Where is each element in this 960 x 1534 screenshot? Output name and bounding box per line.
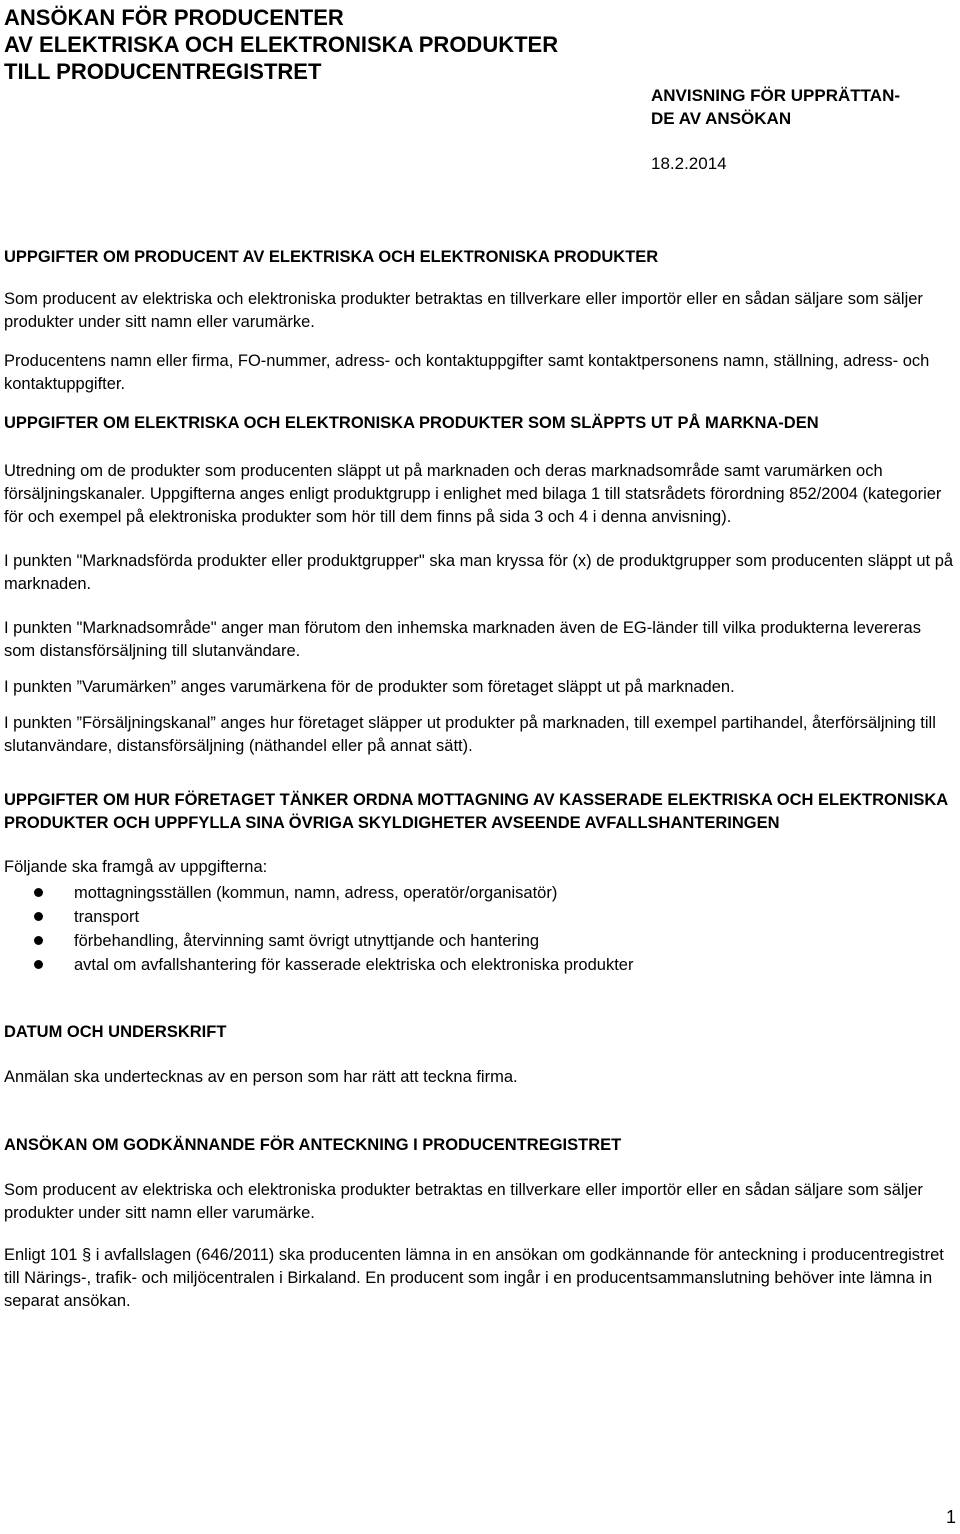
products-market-area: I punkten "Marknadsområde" anger man förutom den inhemska marknaden även de EG-länder till vilka produkterna levereras som distansförsäljning till slutanvändare. (4, 619, 921, 660)
products-marketed-groups: I punkten "Marknadsförda produkter eller produktgrupper" ska man kryssa för (x) de produktgrupper som producenten släppt ut på marknaden. (4, 552, 954, 593)
document-date: 18.2.2014 (651, 154, 727, 173)
application-legal-basis: Enligt 101 § i avfallslagen (646/2011) ska producenten lämna in en ansökan om godkännande för anteckning i producentregistret till Närings-, trafik- och miljöcentralen i Birkaland. En producent som ingår i en producentsammanslutning behöver inte lämna in separat ansökan. (4, 1246, 944, 1310)
document-title (4, 4, 558, 85)
section-heading-waste: UPPGIFTER OM HUR FÖRETAGET TÄNKER ORDNA MOTTAGNING AV KASSERADE ELEKTRISKA OCH ELEKTRONISKA PRODUKTER OCH UPPFYLLA SINA ÖVRIGA SKYLDIGHETER AVSEENDE AVFALLSHANTERINGEN (4, 791, 948, 832)
waste-bullet-list (4, 881, 956, 977)
list-item-text: transport (74, 908, 140, 926)
list-item-text: avtal om avfallshantering för kasserade elektriska och elektroniska produkter (74, 956, 634, 974)
section-heading-application: ANSÖKAN OM GODKÄNNANDE FÖR ANTECKNING I PRODUCENTREGISTRET (4, 1136, 622, 1154)
bullet-icon (34, 960, 43, 969)
producer-definition: Som producent av elektriska och elektroniska produkter betraktas en tillverkare eller importör eller en sådan säljare som säljer produkter under sitt namn eller varumärke. (4, 290, 923, 331)
list-item (4, 905, 956, 929)
signature-requirement: Anmälan ska undertecknas av en person som har rätt att teckna firma. (4, 1068, 518, 1086)
page-number: 1 (945, 1507, 956, 1527)
list-item-text: mottagningsställen (kommun, namn, adress, operatör/organisatör) (74, 884, 558, 902)
list-item (4, 953, 956, 977)
title-line: TILL PRODUCENTREGISTRET (4, 59, 322, 84)
waste-intro: Följande ska framgå av uppgifterna: (4, 858, 268, 876)
list-item (4, 929, 956, 953)
title-line: AV ELEKTRISKA OCH ELEKTRONISKA PRODUKTER (4, 32, 559, 57)
bullet-icon (34, 936, 43, 945)
guide-title (651, 84, 900, 130)
products-sales-channel: I punkten ”Försäljningskanal” anges hur företaget släpper ut produkter på marknaden, till exempel partihandel, återförsäljning till slutanvändare, distansförsäljning (näthandel eller på annat sätt). (4, 714, 936, 755)
title-line: ANSÖKAN FÖR PRODUCENTER (4, 5, 344, 30)
section-heading-producer: UPPGIFTER OM PRODUCENT AV ELEKTRISKA OCH ELEKTRONISKA PRODUKTER (4, 248, 659, 266)
bullet-icon (34, 888, 43, 897)
producer-details: Producentens namn eller firma, FO-nummer, adress- och kontaktuppgifter samt kontaktpersonens namn, ställning, adress- och kontaktuppgifter. (4, 352, 930, 393)
section-heading-products: UPPGIFTER OM ELEKTRISKA OCH ELEKTRONISKA PRODUKTER SOM SLÄPPTS UT PÅ MARKNA-DEN (4, 414, 819, 432)
guide-title-line: DE AV ANSÖKAN (651, 109, 792, 128)
guide-title-line: ANVISNING FÖR UPPRÄTTAN- (651, 86, 901, 105)
list-item (4, 881, 956, 905)
products-brands: I punkten ”Varumärken” anges varumärkena för de produkter som företaget släppt ut på marknaden. (4, 678, 735, 696)
application-definition: Som producent av elektriska och elektroniska produkter betraktas en tillverkare eller importör eller en sådan säljare som säljer produkter under sitt namn eller varumärke. (4, 1181, 923, 1222)
document-body (4, 246, 956, 1313)
products-explanation: Utredning om de produkter som producenten släppt ut på marknaden och deras marknadsområde samt varumärken och försäljningskanaler. Uppgifterna anges enligt produktgrupp i enlighet med bilaga 1 till statsrådets förordning 852/2004 (kategorier för och exempel på elektroniska produkter som hör till dem finns på sida 3 och 4 i denna anvisning). (4, 462, 942, 526)
list-item-text: förbehandling, återvinning samt övrigt utnyttjande och hantering (74, 932, 540, 950)
section-heading-signature: DATUM OCH UNDERSKRIFT (4, 1023, 227, 1041)
bullet-icon (34, 912, 43, 921)
